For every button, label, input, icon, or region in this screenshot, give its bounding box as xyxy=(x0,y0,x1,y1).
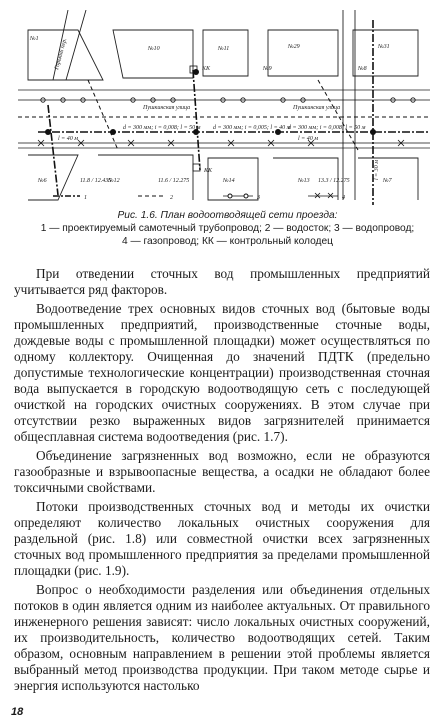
pipe-label: d = 300 мм; i = 0,005; l = 40 м xyxy=(213,125,291,131)
caption-line: 4 — газопровод; КК — контрольный колодец xyxy=(121,236,333,247)
figure-legend xyxy=(53,193,345,201)
block-label: №11 xyxy=(218,46,230,52)
kk-label: КК xyxy=(202,66,210,72)
elevation-label: 11.8 / 12.435 xyxy=(80,178,112,184)
caption-line: 1 — проектируемый самотечный трубопровод; 2 — водосток; 3 — водопровод; xyxy=(40,223,415,234)
pipe-label: l = 40 м xyxy=(298,136,319,142)
caption-title: Рис. 1.6. План водоотводящей сети проезда: xyxy=(117,210,338,221)
block-label: №14 xyxy=(223,178,235,184)
pipe-label: l = 40 м xyxy=(58,136,79,142)
block-label: №9 xyxy=(263,66,272,72)
block-label: №31 xyxy=(378,44,390,50)
network-plan-figure xyxy=(18,10,430,206)
body-text xyxy=(14,266,430,697)
block-label: №29 xyxy=(288,44,300,50)
block-label: №6 xyxy=(38,178,47,184)
page-number: 18 xyxy=(11,706,24,718)
block-label: №12 xyxy=(108,178,120,184)
paragraph: Водоотведение трех основных видов сточных вод (бытовые воды промышленных предприятий, производственные сточные воды, дождевые воды с промышленной площадки) может осуществляться по одному коллектору. Очищенная до значений ПДТК (предельно допустимые технологические концентрации) производственная сточная вода выпускается в городскую водоотводящую сеть с последующей очисткой на городских очистных сооружениях. В этом случае при отсутствии резко выраженных видов загрязнителей принимается общесплавная система водоотведения (рис. 1.7). xyxy=(14,301,430,444)
legend-number: 4 xyxy=(342,195,345,201)
paragraph: Вопрос о необходимости разделения или объединения отдельных потоков в один является одним из наиболее актуальных. От правильного инженерного решения зависят: число локальных очистных сооружений, их производительность, количество водоотводящих сетей. Таким образом, основным направлением в решении этой проблемы является выбранный метод производства продукции. При таком методе сырье и энергия используются настолько xyxy=(14,582,430,693)
block-label: №7 xyxy=(383,178,392,184)
legend-number: 2 xyxy=(170,195,173,201)
street-label: Пушкинская улица xyxy=(293,105,341,111)
legend-number: 3 xyxy=(257,195,260,201)
street-label: Горький пер. xyxy=(54,37,69,71)
legend-number: 1 xyxy=(84,195,87,201)
elevation-label: 11.6 / 12.275 xyxy=(158,178,190,184)
network-plan-drawing xyxy=(18,10,430,206)
paragraph: При отведении сточных вод промышленных предприятий учитывается ряд факторов. xyxy=(14,266,430,297)
block-label: №1 xyxy=(30,36,39,42)
block-label: №8 xyxy=(358,66,367,72)
kk-label: КК xyxy=(204,168,212,174)
street-label: Пушкинская улица xyxy=(143,105,191,111)
pipe-label: l = 30 м xyxy=(374,159,380,180)
paragraph: Объединение загрязненных вод возможно, если не образуются газообразные и взрывоопасные вещества, а осадки не обладают более токсичными свойствами. xyxy=(14,448,430,495)
paragraph: Потоки производственных сточных вод и методы их очистки определяют количество локальных очистных сооружения для раздельной (рис. 1.8) или совместной очистки всех загрязненных сточных вод промышленного предприятия за пределами промышленной площадки (рис. 1.9). xyxy=(14,499,430,578)
pipe-label: d = 300 мм; i = 0,008; l = 50 м xyxy=(288,125,366,131)
block-label: №10 xyxy=(148,46,160,52)
elevation-label: 13.3 / 12.275 xyxy=(318,178,350,184)
figure-caption xyxy=(30,209,425,248)
pipe-label: d = 300 мм; i = 0,008; l = 50 м xyxy=(123,125,201,131)
block-label: №13 xyxy=(298,178,310,184)
